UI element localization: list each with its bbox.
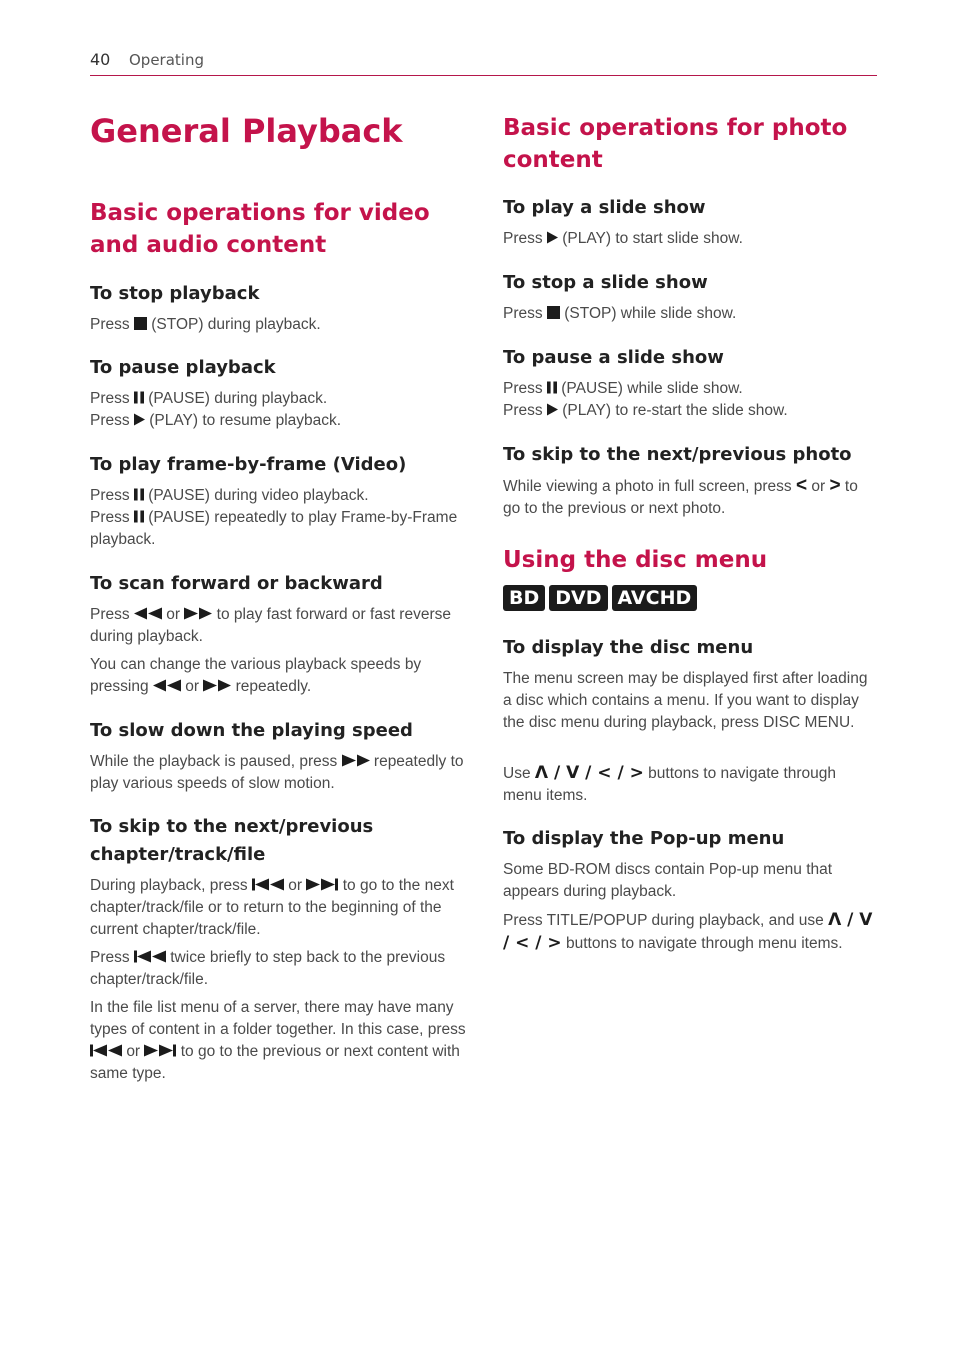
fast-forward-icon [203, 679, 231, 692]
text-scan-1: Press or to play fast forward or fast reverse during playback. [90, 606, 451, 645]
pause-icon [547, 381, 557, 394]
section-title-video-audio: Basic operations for video and audio content [90, 200, 430, 258]
skip-previous-icon [134, 950, 166, 963]
text-scan-2: You can change the various playback speeds by pressing or repeatedly. [90, 656, 422, 695]
text-display-disc-menu-2: Use Λ / V / < / > buttons to navigate through menu items. [503, 763, 837, 804]
text-pause-slide-show: Press (PAUSE) while slide show. Press (PLAY) to re-start the slide show. [503, 380, 788, 419]
navigation-arrows-icon: Λ / V / < / > [503, 910, 873, 953]
heading-skip-photo: To skip to the next/previous photo [503, 444, 852, 465]
fast-forward-icon [342, 754, 370, 767]
page-title: General Playback [90, 112, 403, 150]
badge-avchd: AVCHD [612, 585, 698, 611]
text-skip-photo: While viewing a photo in full screen, press < or > to go to the previous or next photo. [503, 475, 858, 517]
stop-icon [547, 306, 560, 319]
play-icon [134, 413, 145, 426]
heading-skip-chapter: To skip to the next/previous chapter/track/file [90, 816, 374, 865]
text-frame-by-frame: Press (PAUSE) during video playback. Press (PAUSE) repeatedly to play Frame-by-Frame playback. [90, 487, 458, 548]
pause-icon [134, 488, 144, 501]
heading-frame-by-frame: To play frame-by-frame (Video) [90, 454, 407, 475]
heading-display-disc-menu: To display the disc menu [503, 637, 754, 658]
badge-bd: BD [503, 585, 545, 611]
text-popup-1: Some BD-ROM discs contain Pop-up menu that appears during playback. [503, 861, 833, 900]
skip-next-icon [306, 878, 338, 891]
badge-dvd: DVD [549, 585, 607, 611]
heading-play-slide-show: To play a slide show [503, 197, 706, 218]
play-icon [547, 231, 558, 244]
text-stop-playback: Press (STOP) during playback. [90, 316, 321, 333]
heading-scan: To scan forward or backward [90, 573, 383, 594]
heading-pause-slide-show: To pause a slide show [503, 347, 724, 368]
text-pause-playback: Press (PAUSE) during playback. Press (PLAY) to resume playback. [90, 390, 342, 429]
heading-stop-playback: To stop playback [90, 283, 260, 304]
text-skip-1: During playback, press or to go to the next chapter/track/file or to return to the beginning of the current chapter/track/file. [90, 877, 454, 938]
text-stop-slide-show: Press (STOP) while slide show. [503, 305, 737, 322]
page-number: 40 [90, 50, 111, 69]
play-icon [547, 403, 558, 416]
rewind-icon [134, 607, 162, 620]
text-skip-3: In the file list menu of a server, there may have many types of content in a folder together. In this case, press or to go to the previous or next content with same type. [90, 999, 466, 1082]
text-slow-down: While the playback is paused, press repeatedly to play various speeds of slow motion. [90, 753, 464, 792]
skip-next-icon [144, 1044, 176, 1057]
stop-icon [134, 317, 147, 330]
section-title-disc-menu: Using the disc menu [503, 547, 768, 573]
heading-slow-down: To slow down the playing speed [90, 720, 413, 741]
text-display-disc-menu-1: The menu screen may be displayed first after loading a disc which contains a menu. If you want to display the disc menu during playback, press DISC MENU. [503, 670, 868, 731]
left-arrow-icon: < [795, 475, 808, 496]
right-arrow-icon: > [829, 475, 841, 496]
fast-forward-icon [184, 607, 212, 620]
pause-icon [134, 510, 144, 523]
section-name: Operating [129, 51, 204, 69]
skip-previous-icon [90, 1044, 122, 1057]
rewind-icon [153, 679, 181, 692]
heading-pause-playback: To pause playback [90, 357, 276, 378]
page-header [90, 48, 877, 76]
skip-previous-icon [252, 878, 284, 891]
text-skip-2: Press twice briefly to step back to the previous chapter/track/file. [90, 949, 446, 988]
section-title-photo: Basic operations for photo content [503, 115, 848, 173]
disc-type-badges [503, 585, 697, 611]
text-popup-2: Press TITLE/POPUP during playback, and use Λ / V / < / > buttons to navigate through menu items. [503, 910, 873, 953]
heading-display-popup-menu: To display the Pop-up menu [503, 828, 785, 849]
pause-icon [134, 391, 144, 404]
text-play-slide-show: Press (PLAY) to start slide show. [503, 230, 743, 247]
navigation-arrows-icon: Λ / V / < / > [534, 763, 644, 783]
heading-stop-slide-show: To stop a slide show [503, 272, 708, 293]
